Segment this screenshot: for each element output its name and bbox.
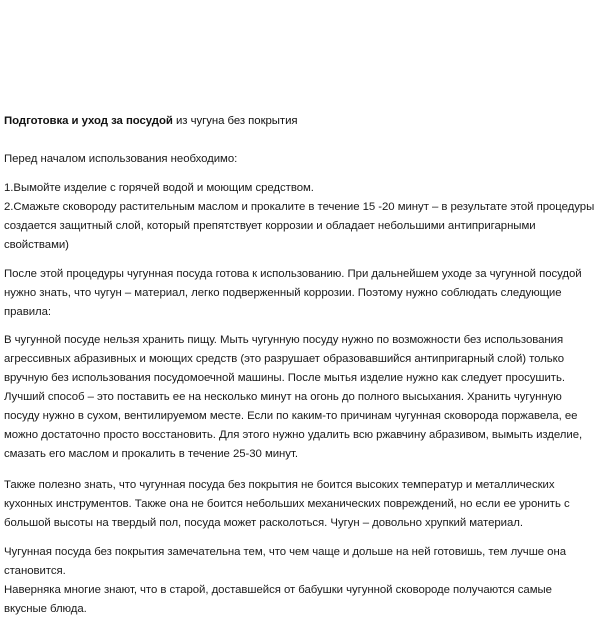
title-bold-part: Подготовка и уход за посудой xyxy=(4,115,173,127)
closing-line-2: Наверняка многие знают, что в старой, доставшейся от бабушки чугунной сковороде получаются самые вкусные блюда. xyxy=(4,584,552,615)
step-1: 1.Вымойте изделие с горячей водой и моющим средством. xyxy=(4,182,314,194)
closing-line-1: Чугунная посуда без покрытия замечательна тем, что чем чаще и дольше на ней готовишь, тем лучше она становится. xyxy=(4,546,566,577)
document-body xyxy=(4,112,596,619)
rules-paragraph: В чугунной посуде нельзя хранить пищу. Мыть чугунную посуду нужно по возможности без использования агрессивных абразивных и моющих средств (это разрушает образовавшийся антипригарный слой) только вручную без использования посудомоечной машины. После мытья изделие нужно как следует просушить. Лучший способ – это поставить ее на несколько минут на огонь до полного высыхания. Хранить чугунную посуду нужно в сухом, вентилируемом месте. Если по каким-то причинам чугунная сковорода поржавела, ее можно достаточно просто восстановить. Для этого нужно удалить всю ржавчину абразивом, вымыть изделие, смазать его маслом и прокалить в течение 25-30 минут. xyxy=(4,334,583,460)
after-procedure-paragraph: После этой процедуры чугунная посуда готова к использованию. При дальнейшем уходе за чугунной посудой нужно знать, что чугун – материал, легко подверженный коррозии. Поэтому нужно соблюдать следующие правила: xyxy=(4,268,582,318)
document-title xyxy=(4,112,596,131)
title-normal-part: из чугуна без покрытия xyxy=(172,115,298,127)
tools-paragraph: Также полезно знать, что чугунная посуда без покрытия не боится высоких температур и металлических кухонных инструментов. Также она не боится небольших механических повреждений, но если ее уронить с большой высоты на твердый пол, посуда может расколоться. Чугун – довольно хрупкий материал. xyxy=(4,479,570,529)
step-2: 2.Смажьте сковороду растительным маслом и прокалите в течение 15 -20 минут – в результате этой процедуры создается защитный слой, который препятствует коррозии и обладает небольшими антипригарными свойствами) xyxy=(4,201,595,251)
intro-paragraph: Перед началом использования необходимо: xyxy=(4,153,238,165)
